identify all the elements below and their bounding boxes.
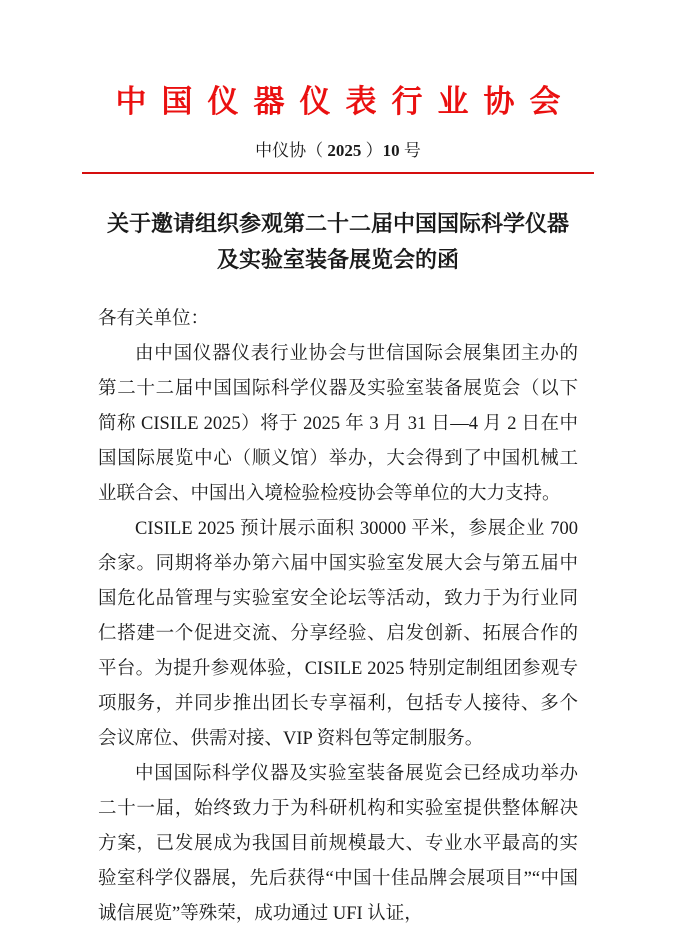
body-paragraph-3: 中国国际科学仪器及实验室装备展览会已经成功举办二十一届，始终致力于为科研机构和实验室提供整体解决方案，已发展成为我国目前规模最大、专业水平最高的实验室科学仪器展，先后获得“中国十佳品牌会展项目”“中国诚信展览”等殊荣，成功通过 UFI 认证， [98, 764, 578, 924]
body-paragraph-1: 由中国仪器仪表行业协会与世信国际会展集团主办的第二十二届中国国际科学仪器及实验室装备展览会（以下简称 CISILE 2025）将于 2025 年 3 月 31 日—4 月 2 日在中国国际展览中心（顺义馆）举办，大会得到了中国机械工业联合会、中国出入境检验检疫协会等单位的大力支持。 [98, 344, 578, 504]
body-paragraph-2: CISILE 2025 预计展示面积 30000 平米，参展企业 700 余家。同期将举办第六届中国实验室发展大会与第五届中国危化品管理与实验室安全论坛等活动，致力于为行业同仁搭建一个促进交流、分享经验、启发创新、拓展合作的平台。为提升参观体验，CISILE 2025 特别定制组团参观专项服务，并同步推出团长专享福利，包括专人接待、多个会议席位、供需对接、VIP 资料包等定制服务。 [98, 519, 578, 749]
doc-number [0, 140, 676, 162]
red-divider-line [82, 172, 594, 174]
doc-number-prefix: 中仪协（ [255, 141, 328, 160]
letter-body [98, 302, 578, 932]
letter-title-line-1: 关于邀请组织参观第二十二届中国国际科学仪器 [106, 211, 569, 236]
doc-number-close-paren: ） [361, 141, 383, 160]
salutation: 各有关单位： [98, 309, 210, 329]
doc-number-suffix: 号 [399, 141, 421, 160]
letter-title [0, 206, 676, 278]
doc-number-issue: 10 [382, 141, 400, 160]
letter-title-line-2: 及实验室装备展览会的函 [216, 247, 459, 272]
org-name-heading: 中国仪器仪表行业协会 [115, 84, 576, 119]
doc-number-year: 2025 [327, 141, 362, 160]
